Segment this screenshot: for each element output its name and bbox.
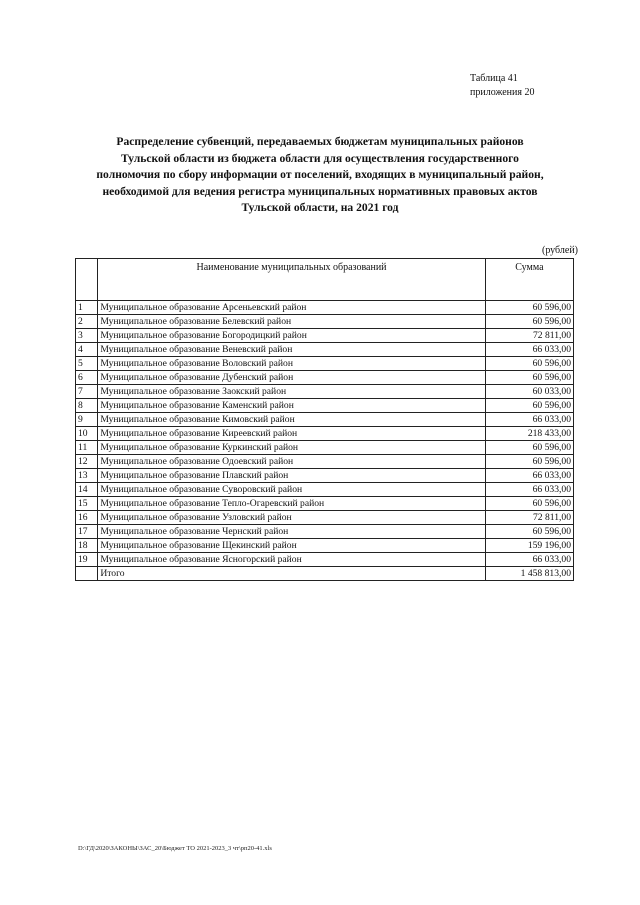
row-number-cell: 11 [76, 441, 98, 455]
row-name-cell: Муниципальное образование Белевский район [98, 315, 485, 329]
title-line: Тульской области из бюджета области для осуществления государственного [121, 151, 519, 165]
row-name-cell: Муниципальное образование Чернский район [98, 525, 485, 539]
table-body [76, 301, 574, 567]
row-sum-cell: 60 596,00 [485, 497, 573, 511]
row-number-cell: 17 [76, 525, 98, 539]
row-sum-cell: 66 033,00 [485, 553, 573, 567]
table-row [76, 399, 574, 413]
title-line: Тульской области, на 2021 год [241, 201, 399, 214]
row-number-cell: 14 [76, 483, 98, 497]
title-line: необходимой для ведения регистра муниципальных нормативных правовых актов [102, 184, 538, 198]
total-row [76, 567, 574, 581]
row-number-cell: 8 [76, 399, 98, 413]
table-header-row [76, 259, 574, 301]
row-number-cell: 7 [76, 385, 98, 399]
header-name-cell: Наименование муниципальных образований [98, 259, 485, 301]
table-row [76, 525, 574, 539]
row-sum-cell: 159 196,00 [485, 539, 573, 553]
distribution-table [75, 258, 574, 581]
row-name-cell: Муниципальное образование Щекинский район [98, 539, 485, 553]
table-row [76, 371, 574, 385]
row-sum-cell: 72 811,00 [485, 329, 573, 343]
row-sum-cell: 60 596,00 [485, 315, 573, 329]
appendix-reference [470, 72, 580, 100]
table-row [76, 357, 574, 371]
table-row [76, 455, 574, 469]
table-row [76, 553, 574, 567]
row-number-cell: 5 [76, 357, 98, 371]
row-number-cell: 6 [76, 371, 98, 385]
row-sum-cell: 60 596,00 [485, 357, 573, 371]
row-number-cell: 18 [76, 539, 98, 553]
row-number-cell: 4 [76, 343, 98, 357]
table-row [76, 483, 574, 497]
row-number-cell: 15 [76, 497, 98, 511]
table-row [76, 539, 574, 553]
row-number-cell: 13 [76, 469, 98, 483]
row-sum-cell: 66 033,00 [485, 469, 573, 483]
row-sum-cell: 66 033,00 [485, 483, 573, 497]
row-number-cell: 10 [76, 427, 98, 441]
row-sum-cell: 60 596,00 [485, 301, 573, 315]
row-number-cell: 16 [76, 511, 98, 525]
title-line: Распределение субвенций, передаваемых бюджетам муниципальных районов [116, 135, 524, 148]
row-number-cell: 3 [76, 329, 98, 343]
row-name-cell: Муниципальное образование Арсеньевский район [98, 301, 485, 315]
row-name-cell: Муниципальное образование Узловский район [98, 511, 485, 525]
row-name-cell: Муниципальное образование Веневский район [98, 343, 485, 357]
header-sum-cell: Сумма [485, 259, 573, 301]
title-line: полномочия по сбору информации от поселений, входящих в муниципальный район, [96, 168, 544, 181]
row-number-cell: 19 [76, 553, 98, 567]
row-sum-cell: 66 033,00 [485, 413, 573, 427]
table-row [76, 315, 574, 329]
row-sum-cell: 66 033,00 [485, 343, 573, 357]
row-sum-cell: 72 811,00 [485, 511, 573, 525]
row-name-cell: Муниципальное образование Куркинский район [98, 441, 485, 455]
table-row [76, 469, 574, 483]
total-sum-cell: 1 458 813,00 [485, 567, 573, 581]
table-row [76, 441, 574, 455]
row-name-cell: Муниципальное образование Дубенский район [98, 371, 485, 385]
table-row [76, 413, 574, 427]
row-sum-cell: 60 596,00 [485, 455, 573, 469]
row-number-cell: 9 [76, 413, 98, 427]
row-name-cell: Муниципальное образование Киреевский район [98, 427, 485, 441]
row-name-cell: Муниципальное образование Одоевский район [98, 455, 485, 469]
units-label: (рублей) [541, 245, 578, 256]
row-sum-cell: 60 596,00 [485, 525, 573, 539]
table-row [76, 329, 574, 343]
row-sum-cell: 60 033,00 [485, 385, 573, 399]
table-row [76, 385, 574, 399]
table-row [76, 301, 574, 315]
row-sum-cell: 218 433,00 [485, 427, 573, 441]
row-sum-cell: 60 596,00 [485, 371, 573, 385]
total-number-cell [76, 567, 98, 581]
row-name-cell: Муниципальное образование Тепло-Огаревский район [98, 497, 485, 511]
row-name-cell: Муниципальное образование Плавский район [98, 469, 485, 483]
row-sum-cell: 60 596,00 [485, 441, 573, 455]
row-name-cell: Муниципальное образование Богородицкий район [98, 329, 485, 343]
row-number-cell: 1 [76, 301, 98, 315]
table-row [76, 511, 574, 525]
file-path-footer: D:\ГД\2020\ЗАКОНЫ\ЗАС_20\Бюджет ТО 2021-2023_3 чт\рп20-41.xls [78, 845, 272, 852]
row-name-cell: Муниципальное образование Суворовский район [98, 483, 485, 497]
appendix-number: приложения 20 [470, 87, 535, 98]
row-name-cell: Муниципальное образование Заокский район [98, 385, 485, 399]
row-number-cell: 2 [76, 315, 98, 329]
row-name-cell: Муниципальное образование Кимовский район [98, 413, 485, 427]
row-name-cell: Муниципальное образование Каменский район [98, 399, 485, 413]
row-sum-cell: 60 596,00 [485, 399, 573, 413]
row-number-cell: 12 [76, 455, 98, 469]
appendix-table-number: Таблица 41 [470, 73, 518, 84]
table-row [76, 343, 574, 357]
row-name-cell: Муниципальное образование Воловский район [98, 357, 485, 371]
document-title [60, 134, 580, 217]
total-label-cell: Итого [98, 567, 485, 581]
table-row [76, 427, 574, 441]
table-row [76, 497, 574, 511]
row-name-cell: Муниципальное образование Ясногорский район [98, 553, 485, 567]
header-number-cell [76, 259, 98, 301]
